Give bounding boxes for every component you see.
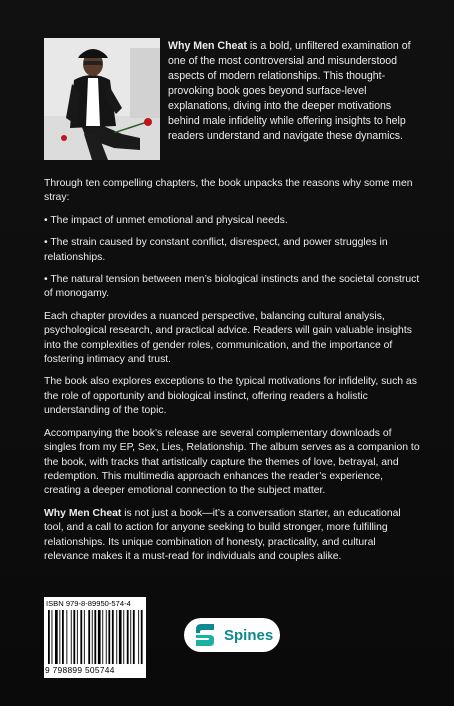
intro-text: is a bold, unfiltered examination of one of the most controversial and misunderstood aspects of modern relationships. This thought-provoking book goes beyond surface-level explanations, diving into the deeper motivations behind male infidelity while offering insights to help readers understand and navigate these dynamics. xyxy=(168,40,411,142)
book-title-intro: Why Men Cheat xyxy=(168,40,247,52)
body-paragraph: The book also explores exceptions to the typical motivations for infidelity, such as the role of opportunity and biological instinct, offering readers a holistic understanding of the topic. xyxy=(44,376,417,417)
bullet-item: • The strain caused by constant conflict, disrespect, and power struggles in relationships. xyxy=(44,237,388,263)
body-paragraph: Accompanying the book’s release are several complementary downloads of singles from my EP, Sex, Lies, Relationship. The album serves as a companion to the book, with tracks that artistically capture the themes of love, betrayal, and redemption. This multimedia approach enhances the reader’s experience, creating a deeper emotional connection to the subject matter. xyxy=(44,427,420,497)
bullet-item: • The impact of unmet emotional and physical needs. xyxy=(44,214,288,226)
publisher-logo xyxy=(184,618,280,652)
body-paragraph: Each chapter provides a nuanced perspective, balancing cultural analysis, psychological research, and practical advice. Readers will gain valuable insights into the complexities of gender roles, communication, and the importance of fostering intimacy and trust. xyxy=(44,310,412,366)
isbn-barcode xyxy=(44,597,146,678)
author-photo xyxy=(44,38,160,160)
chapters-intro: Through ten compelling chapters, the book unpacks the reasons why some men stray: xyxy=(44,178,413,204)
intro-paragraph xyxy=(168,39,420,144)
bullet-item: • The natural tension between men’s biological instincts and the societal construct of monogamy. xyxy=(44,274,420,300)
description-body xyxy=(44,177,422,572)
closing-paragraph xyxy=(44,507,422,565)
author-photo-image xyxy=(44,38,160,160)
barcode-number: 9 798899 505744 xyxy=(45,665,115,675)
book-title-closing: Why Men Cheat xyxy=(44,507,122,519)
closing-text: is not just a book—it’s a conversation starter, an educational tool, and a call to action for anyone seeking to build stronger, more fulfilling relationships. Its unique combination of honesty, practicality, and cultural relevance makes it a must-read for individuals and couples alike. xyxy=(44,507,401,562)
publisher-name: Spines xyxy=(224,626,274,644)
spines-logo-icon xyxy=(190,620,220,650)
isbn-label: ISBN 979-8-89950-574-4 xyxy=(46,599,131,608)
